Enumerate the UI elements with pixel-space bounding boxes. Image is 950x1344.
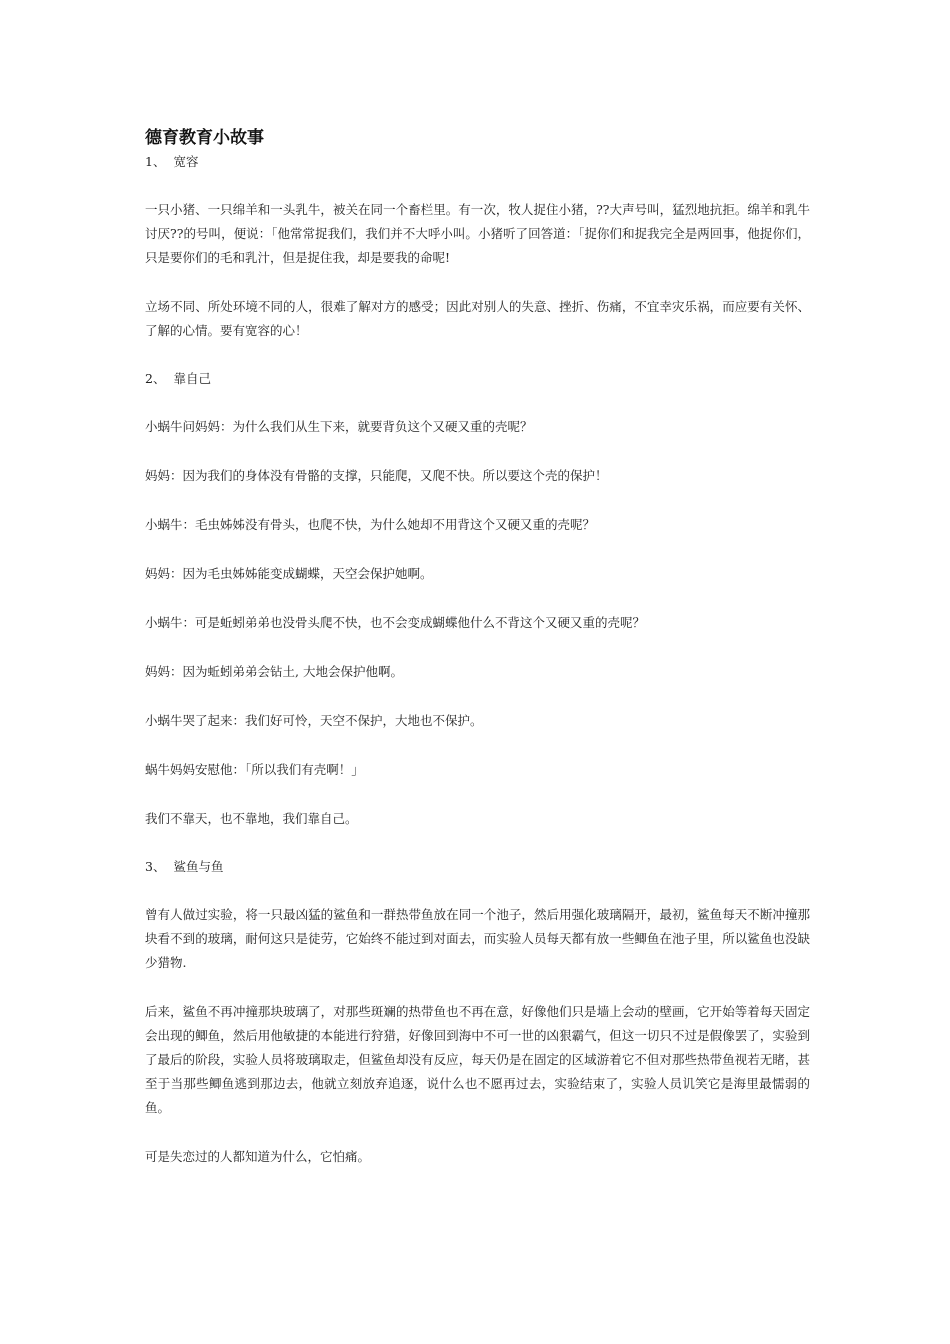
paragraph: 一只小猪、一只绵羊和一头乳牛，被关在同一个畜栏里。有一次，牧人捉住小猪，??大声号叫，猛烈地抗拒。绵羊和乳牛讨厌??的号叫，便说：「他常常捉我们，我们并不大呼小叫。小猪听了回答道：「捉你们和捉我完全是两回事，他捉你们，只是要你们的毛和乳汁，但是捉住我，却是要我的命呢! [145,202,810,265]
section-heading-2 [145,368,810,390]
paragraph: 小蜗牛哭了起来：我们好可怜，天空不保护，大地也不保护。 [145,713,483,728]
paragraph: 小蜗牛问妈妈：为什么我们从生下来，就要背负这个又硬又重的壳呢？ [145,419,533,434]
paragraph: 妈妈：因为我们的身体没有骨骼的支撑，只能爬，又爬不快。所以要这个壳的保护！ [145,468,608,483]
section-number: 3、 [145,859,166,874]
document-body [145,127,810,1169]
paragraph: 后来，鲨鱼不再冲撞那块玻璃了，对那些斑斓的热带鱼也不再在意，好像他们只是墙上会动的壁画，它开始等着每天固定会出现的鲫鱼，然后用他敏捷的本能进行狩猎，好像回到海中不可一世的凶狠霸气，但这一切只不过是假像罢了，实验到了最后的阶段，实验人员将玻璃取走，但鲨鱼却没有反应，每天仍是在固定的区域游着它不但对那些热带鱼视若无睹，甚至于当那些鲫鱼逃到那边去，他就立刻放弃追逐，说什么也不愿再过去，实验结束了，实验人员讥笑它是海里最懦弱的鱼。 [145,1004,810,1115]
paragraph: 妈妈：因为毛虫姊姊能变成蝴蝶，天空会保护她啊。 [145,566,433,581]
paragraph: 可是失恋过的人都知道为什么，它怕痛。 [145,1149,371,1164]
section-number: 2、 [145,371,166,386]
section-title: 鲨鱼与鱼 [173,859,224,874]
paragraph: 小蜗牛：可是蚯蚓弟弟也没骨头爬不快，也不会变成蝴蝶他什么不背这个又硬又重的壳呢？ [145,615,646,630]
section-heading-1 [145,151,810,173]
paragraph: 立场不同、所处环境不同的人，很难了解对方的感受；因此对别人的失意、挫折、伤痛，不宜幸灾乐祸，而应要有关怀、了解的心情。要有宽容的心！ [145,299,810,338]
section-title: 宽容 [173,154,199,169]
document-title: 德育教育小故事 [145,128,264,148]
paragraph: 我们不靠天，也不靠地，我们靠自己。 [145,811,358,826]
paragraph: 小蜗牛：毛虫姊姊没有骨头，也爬不快，为什么她却不用背这个又硬又重的壳呢？ [145,517,596,532]
section-number: 1、 [145,154,166,169]
paragraph: 妈妈：因为蚯蚓弟弟会钻土, 大地会保护他啊。 [145,664,403,679]
section-heading-3 [145,856,810,878]
paragraph: 蜗牛妈妈安慰他：「所以我们有壳啊！」 [145,762,364,777]
paragraph: 曾有人做过实验，将一只最凶猛的鲨鱼和一群热带鱼放在同一个池子，然后用强化玻璃隔开，最初，鲨鱼每天不断冲撞那块看不到的玻璃，耐何这只是徒劳，它始终不能过到对面去，而实验人员每天都有放一些鲫鱼在池子里，所以鲨鱼也没缺少猎物. [145,907,810,970]
section-title: 靠自己 [173,371,211,386]
